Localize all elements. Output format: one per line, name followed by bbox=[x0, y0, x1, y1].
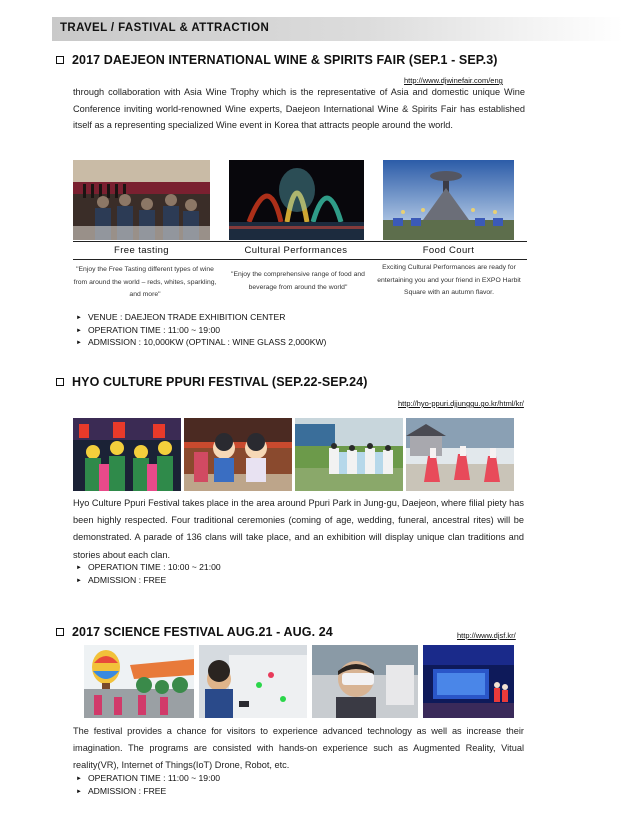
list-item: ► OPERATION TIME : 11:00 ~ 19:00 bbox=[76, 772, 220, 785]
triangle-bullet-icon: ► bbox=[76, 340, 82, 346]
list-item: ► ADMISSION : FREE bbox=[76, 785, 220, 798]
food-court-photo bbox=[383, 160, 514, 240]
list-item: ► OPERATION TIME : 10:00 ~ 21:00 bbox=[76, 561, 221, 574]
science-festival-description: The festival provides a chance for visitors to experience advanced technology as well as increase their imagination. The programs are consisted with hands-on experience such as Augmented Reality, Vitual reality(VR), Internet of Things(IoT) Drone, Robot, etc. bbox=[73, 726, 524, 771]
science-festival-link[interactable]: http://www.djsf.kr/ bbox=[457, 631, 516, 640]
science-festival-details bbox=[76, 772, 220, 797]
caption-divider-top bbox=[73, 241, 527, 242]
caption-cultural-performances: Cultural Performances bbox=[244, 245, 348, 256]
wine-fair-description: through collaboration with Asia Wine Trophy which is the representative of Asia and domestic unique Wine Conference inviting world-renowned Wine experts, Daejeon International Wine & Spirits Fair has established itself as a representing specialized Wine event in Korea that attracts people around the world. bbox=[73, 87, 525, 131]
hyo-festival-description: Hyo Culture Ppuri Festival takes place in the area around Ppuri Park in Jung-gu, Daejeon, where filial piety has been highly respected. Four traditional ceremonies (coming of age, wedding, funeral, ancestral rites) will be demonstrated. A parade of 136 clans will take place, and an exhibition will display unique clan traditions and stories about each clan. bbox=[73, 498, 524, 560]
caption-divider-bottom bbox=[73, 259, 527, 260]
checkbox-square-icon bbox=[56, 628, 64, 636]
free-tasting-photo bbox=[73, 160, 210, 240]
triangle-bullet-icon: ► bbox=[76, 565, 82, 571]
list-item: ► OPERATION TIME : 11:00 ~ 19:00 bbox=[76, 324, 326, 337]
hyo-dance-photo bbox=[406, 418, 514, 491]
caption-food-court: Food Court bbox=[422, 245, 475, 256]
list-item: ► VENUE : DAEJEON TRADE EXHIBITION CENTER bbox=[76, 311, 326, 324]
hyo-festival-details bbox=[76, 561, 221, 586]
triangle-bullet-icon: ► bbox=[76, 788, 82, 795]
checkbox-square-icon bbox=[56, 56, 64, 64]
science-stage-photo bbox=[423, 645, 514, 718]
quote-free-tasting: "Enjoy the Free Tasting different types of wine from around the world – reds, whites, sparkling, and more" bbox=[73, 266, 217, 298]
list-item: ► ADMISSION : FREE bbox=[76, 574, 221, 587]
triangle-bullet-icon: ► bbox=[76, 315, 82, 321]
science-vr-photo bbox=[312, 645, 418, 718]
hyo-mascots-photo bbox=[184, 418, 292, 491]
triangle-bullet-icon: ► bbox=[76, 776, 82, 782]
list-item: ► ADMISSION : 10,000KW (OPTINAL : WINE GLASS 2,000KW) bbox=[76, 336, 326, 349]
hyo-parade-photo bbox=[73, 418, 181, 491]
triangle-bullet-icon: ► bbox=[76, 327, 82, 334]
science-balloon-photo bbox=[84, 645, 194, 718]
hyo-festival-link[interactable]: http://hyo-ppuri.djjunggu.go.kr/html/kr/ bbox=[398, 399, 524, 408]
header-title: TRAVEL / FASTIVAL & ATTRACTION bbox=[60, 22, 270, 34]
wine-fair-details bbox=[76, 311, 326, 349]
caption-free-tasting: Free tasting bbox=[114, 245, 169, 256]
quote-cultural-performances: "Enjoy the comprehensive range of food and beverage from around the world" bbox=[231, 271, 365, 291]
hyo-ceremony-photo bbox=[295, 418, 403, 491]
section-title-science-festival: 2017 SCIENCE FESTIVAL AUG.21 - AUG. 24 bbox=[56, 625, 333, 639]
section-title-hyo-festival: HYO CULTURE PPURI FESTIVAL (SEP.22-SEP.24) bbox=[56, 375, 367, 389]
header-bar bbox=[52, 17, 623, 41]
triangle-bullet-icon: ► bbox=[76, 577, 82, 584]
cultural-performances-photo bbox=[229, 160, 364, 240]
science-kids-robot-photo bbox=[199, 645, 307, 718]
section-title-wine-fair: 2017 DAEJEON INTERNATIONAL WINE & SPIRITS FAIR (SEP.1 - SEP.3) bbox=[56, 53, 498, 67]
quote-food-court: Exciting Cultural Performances are ready for entertaining you and your friend in EXPO Harbit Square with an autumn flavor. bbox=[377, 264, 521, 296]
wine-fair-link[interactable]: http://www.djwinefair.com/eng bbox=[404, 76, 503, 85]
checkbox-square-icon bbox=[56, 378, 64, 386]
